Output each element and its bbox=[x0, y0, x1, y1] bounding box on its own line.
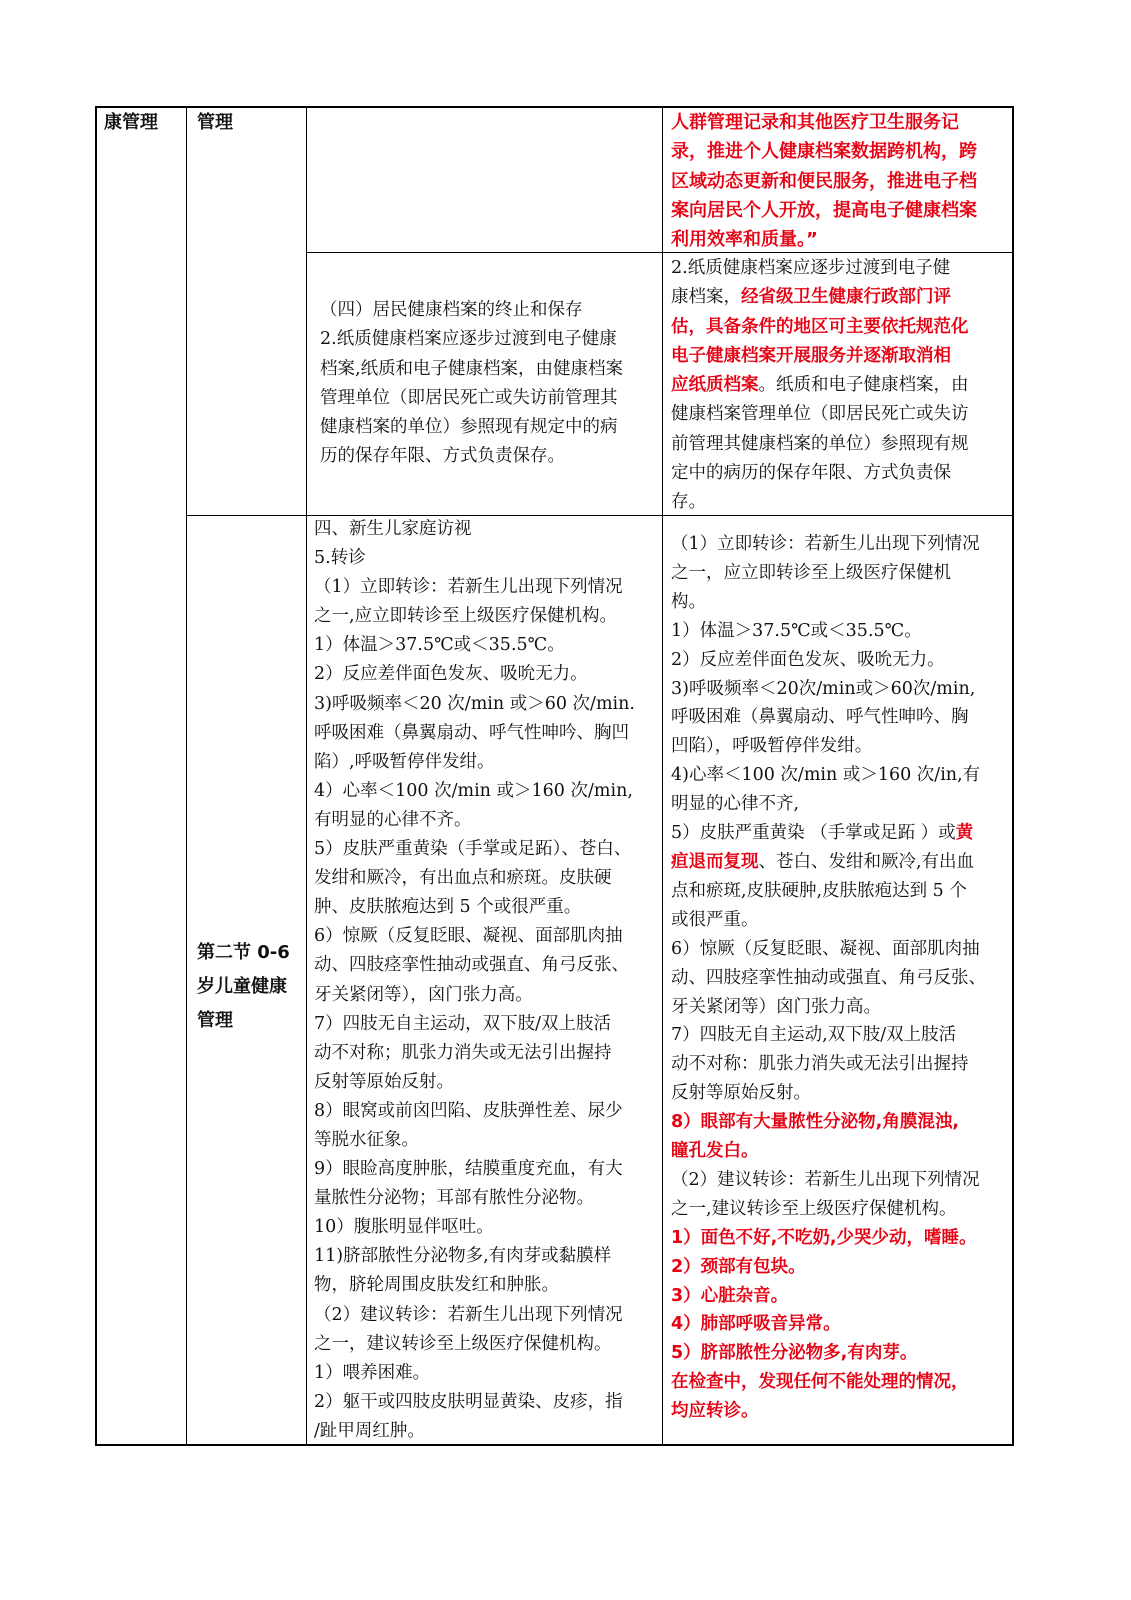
text-line: 档案,纸质和电子健康档案，由健康档案 bbox=[320, 358, 624, 379]
section-title-line: 管理 bbox=[197, 1010, 233, 1031]
text-line: （1）立即转诊：若新生儿出现下列情况 bbox=[671, 534, 980, 554]
section-title-line: 第二节 0-6 bbox=[197, 942, 290, 963]
text-line: 动不对称：肌张力消失或无法引出握持 bbox=[671, 1054, 969, 1075]
highlighted-text: 8）眼部有大量脓性分泌物,角膜混浊, bbox=[671, 1112, 959, 1133]
subcategory-label: 管理 bbox=[197, 112, 233, 133]
text-line: 案向居民个人开放，提高电子健康档案 bbox=[671, 199, 977, 221]
row3-original-text bbox=[314, 515, 635, 1446]
highlighted-text: 应纸质档案 bbox=[671, 375, 759, 396]
row3-revised-text bbox=[671, 530, 986, 1426]
text-line: 5）皮肤严重黄染 （手掌或足跖 ）或黄 bbox=[671, 823, 974, 844]
highlighted-text: 估，具备条件的地区可主要依托规范化 bbox=[671, 316, 969, 337]
highlighted-text: 黄 bbox=[955, 823, 974, 844]
text-line: 11)脐部脓性分泌物多,有肉芽或黏膜样 bbox=[314, 1246, 612, 1267]
text-line: 3)呼吸频率＜20 次/min 或＞60 次/min. bbox=[314, 693, 635, 714]
highlighted-text: 疸退而复现 bbox=[671, 851, 759, 872]
col-divider-1 bbox=[186, 106, 187, 1446]
text-line: 1）喂养困难。 bbox=[314, 1362, 431, 1383]
text-line: 之一,应立即转诊至上级医疗保健机构。 bbox=[314, 606, 618, 627]
text-line: 2）反应差伴面色发灰、吸吮无力。 bbox=[671, 649, 945, 670]
text-line: 肿、皮肤脓疱达到 5 个或很严重。 bbox=[314, 897, 582, 918]
table-border-left bbox=[95, 106, 97, 1446]
text-line: 凹陷），呼吸暂停伴发绀。 bbox=[671, 736, 873, 757]
text-line: 呼吸困难（鼻翼扇动、呼气性呻吟、胸 bbox=[671, 707, 969, 728]
table-border-right bbox=[1012, 106, 1014, 1446]
highlighted-text: 在检查中，发现任何不能处理的情况， bbox=[671, 1372, 969, 1393]
text-line: 点和瘀斑,皮肤硬肿,皮肤脓疱达到 5 个 bbox=[671, 880, 967, 901]
text-line: （2）建议转诊：若新生儿出现下列情况 bbox=[314, 1304, 623, 1325]
text-line: 健康档案的单位）参照现有规定中的病 bbox=[320, 417, 618, 438]
text-line: 康档案，经省级卫生健康行政部门评 bbox=[671, 287, 951, 308]
text-line: 4)心率＜100 次/min 或＞160 次/in,有 bbox=[671, 765, 981, 786]
text-line: 2）反应差伴面色发灰、吸吮无力。 bbox=[314, 664, 588, 685]
text-line: 2.纸质健康档案应逐步过渡到电子健康 bbox=[320, 329, 617, 350]
text-line: 9）眼睑高度肿胀，结膜重度充血，有大 bbox=[314, 1159, 623, 1180]
text-line: 应纸质档案。纸质和电子健康档案，由 bbox=[671, 375, 969, 396]
text-line: 之一,建议转诊至上级医疗保健机构。 bbox=[671, 1198, 957, 1219]
text-line: 或很严重。 bbox=[671, 909, 759, 930]
text-line: 发绀和厥冷，有出血点和瘀斑。皮肤硬 bbox=[314, 868, 612, 889]
text-line: 动、四肢痉挛性抽动或强直、角弓反张、 bbox=[314, 955, 629, 976]
highlighted-text: 5）脐部脓性分泌物多,有肉芽。 bbox=[671, 1343, 918, 1364]
highlighted-text: 3）心脏杂音。 bbox=[671, 1285, 789, 1306]
highlighted-text: 4）肺部呼吸音异常。 bbox=[671, 1314, 841, 1335]
highlighted-text: 均应转诊。 bbox=[671, 1401, 759, 1422]
text-line: 等脱水征象。 bbox=[314, 1129, 419, 1150]
text-line: 前管理其健康档案的单位）参照现有规 bbox=[671, 433, 969, 454]
highlighted-text: 瞳孔发白。 bbox=[671, 1141, 759, 1162]
row2-revised-text bbox=[671, 254, 969, 518]
text-line: 区域动态更新和便民服务，推进电子档 bbox=[671, 170, 977, 192]
highlighted-text: 1）面色不好,不吃奶,少哭少动，嗜睡。 bbox=[671, 1227, 977, 1248]
text-line: 1）体温＞37.5℃或＜35.5℃。 bbox=[314, 635, 565, 656]
text-line: 陷）,呼吸暂停伴发绀。 bbox=[314, 751, 495, 772]
text-line: 量脓性分泌物；耳部有脓性分泌物。 bbox=[314, 1188, 594, 1209]
text-line: 牙关紧闭等），囟门张力高。 bbox=[314, 984, 533, 1005]
text-line: 动不对称；肌张力消失或无法引出握持 bbox=[314, 1042, 612, 1063]
text-line: 7）四肢无自主运动，双下肢/双上肢活 bbox=[314, 1013, 612, 1034]
text-line: 明显的心律不齐, bbox=[671, 794, 800, 815]
text-line: 人群管理记录和其他医疗卫生服务记 bbox=[671, 112, 959, 133]
text-line: 构。 bbox=[671, 591, 706, 612]
text-line: 牙关紧闭等）囟门张力高。 bbox=[671, 996, 881, 1017]
text-line: 物，脐轮周围皮肤发红和肿胀。 bbox=[314, 1275, 559, 1296]
text-line: 反射等原始反射。 bbox=[671, 1083, 811, 1104]
text-line: 呼吸困难（鼻翼扇动、呼气性呻吟、胸凹 bbox=[314, 722, 629, 743]
text-line: 之一，应立即转诊至上级医疗保健机 bbox=[671, 562, 951, 583]
text-line: 1）体温＞37.5℃或＜35.5℃。 bbox=[671, 620, 922, 641]
highlighted-text: 2）颈部有包块。 bbox=[671, 1256, 806, 1277]
text-line: 6）惊厥（反复眨眼、凝视、面部肌肉抽 bbox=[671, 938, 980, 959]
text-line: 动、四肢痉挛性抽动或强直、角弓反张、 bbox=[671, 967, 986, 988]
text-line: 10）腹胀明显伴呕吐。 bbox=[314, 1217, 494, 1238]
text-line: 3)呼吸频率＜20次/min或＞60次/min, bbox=[671, 678, 976, 699]
text-line: 存。 bbox=[671, 492, 706, 513]
highlighted-text: 经省级卫生健康行政部门评 bbox=[741, 287, 951, 308]
text-line: 4）心率＜100 次/min 或＞160 次/min, bbox=[314, 780, 633, 801]
text-line: 管理单位（即居民死亡或失访前管理其 bbox=[320, 387, 618, 408]
text-line: 定中的病历的保存年限、方式负责保 bbox=[671, 463, 951, 484]
col-divider-2 bbox=[306, 106, 307, 1446]
text-line: 5）皮肤严重黄染（手掌或足跖）、苍白、 bbox=[314, 839, 632, 860]
text-line: /趾甲周红肿。 bbox=[314, 1420, 425, 1441]
text-line: 5.转诊 bbox=[314, 548, 366, 569]
highlighted-text: 电子健康档案开展服务并逐渐取消相 bbox=[671, 345, 951, 366]
text-line: 2.纸质健康档案应逐步过渡到电子健 bbox=[671, 258, 951, 278]
text-line: （2）建议转诊：若新生儿出现下列情况 bbox=[671, 1169, 980, 1190]
text-line: （四）居民健康档案的终止和保存 bbox=[320, 300, 583, 320]
row2-original-text bbox=[320, 296, 623, 472]
text-line: 之一，建议转诊至上级医疗保健机构。 bbox=[314, 1333, 612, 1354]
text-line: 有明显的心律不齐。 bbox=[314, 809, 472, 830]
section-title bbox=[197, 936, 290, 1038]
text-line: 四、新生儿家庭访视 bbox=[314, 519, 472, 539]
text-line: 反射等原始反射。 bbox=[314, 1071, 454, 1092]
text-line: 历的保存年限、方式负责保存。 bbox=[320, 446, 565, 467]
text-line: 疸退而复现、苍白、发绀和厥冷,有出血 bbox=[671, 851, 975, 872]
text-line: （1）立即转诊：若新生儿出现下列情况 bbox=[314, 577, 623, 598]
section-title-line: 岁儿童健康 bbox=[197, 976, 287, 997]
category-label: 康管理 bbox=[104, 112, 158, 133]
text-line: 6）惊厥（反复眨眼、凝视、面部肌肉抽 bbox=[314, 926, 623, 947]
col-divider-3 bbox=[662, 106, 663, 1446]
text-line: 录，推进个人健康档案数据跨机构，跨 bbox=[671, 141, 977, 163]
text-line: 2）躯干或四肢皮肤明显黄染、皮疹，指 bbox=[314, 1391, 623, 1412]
row1-revised-text bbox=[671, 108, 977, 254]
text-line: 利用效率和质量。” bbox=[671, 229, 818, 251]
text-line: 健康档案管理单位（即居民死亡或失访 bbox=[671, 404, 969, 425]
text-line: 8）眼窝或前囟凹陷、皮肤弹性差、尿少 bbox=[314, 1100, 623, 1121]
text-line: 7）四肢无自主运动,双下肢/双上肢活 bbox=[671, 1025, 957, 1046]
